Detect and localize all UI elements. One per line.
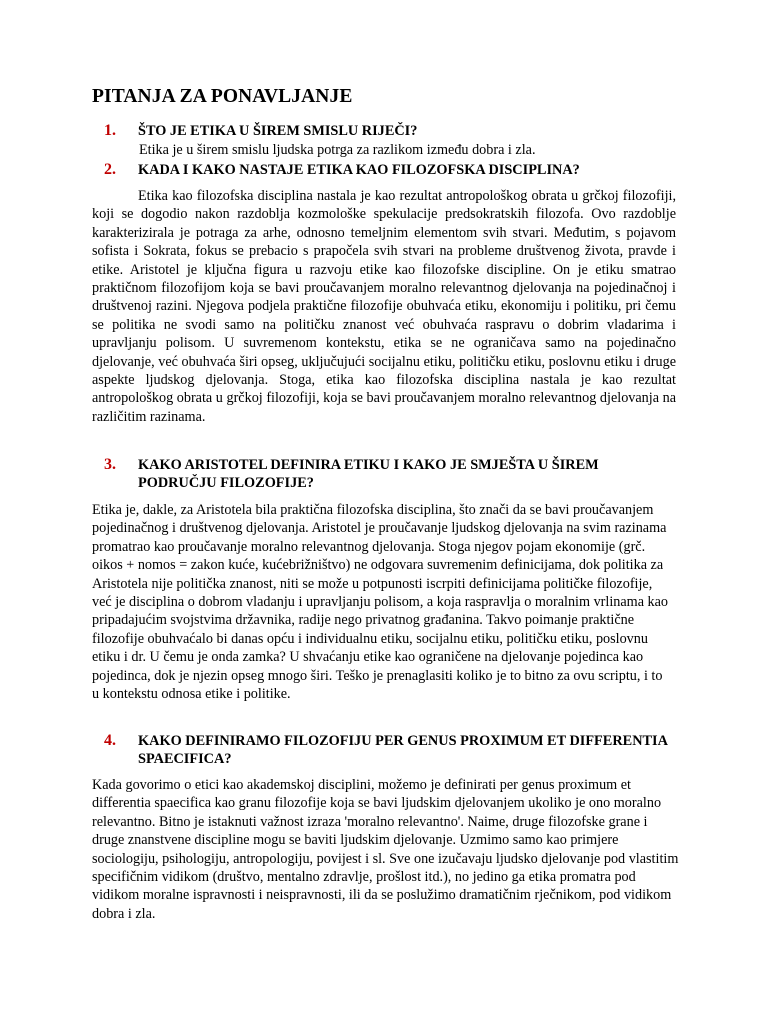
page-title: PITANJA ZA PONAVLJANJE [92,86,353,107]
question-heading: KAKO DEFINIRAMO FILOZOFIJU PER GENUS PROXIMUM ET DIFFERENTIA SPAECIFICA? [138,733,668,767]
answer-4: Kada govorimo o etici kao akademskoj disciplini, možemo je definirati per genus proximum et differentia spaecifica kao granu filozofije koja se bavi ljudskim djelovanjem ukoliko je ono moralno relevantno. Bitno je istaknuti važnost izraza 'moralno relevantno'. Naime, druge filozofske grane i druge znanstvene discipline mogu se baviti ljudskim djelovanje. Uzmimo samo kao primjere sociologiju, psihologiju, antropologiju, povijest i sl. Sve one izučavaju ljudsko djelovanje pod vlastitim specifičnim vidikom (društvo, mentalno zdravlje, prošlost itd.), no jedino ga etika promatra pod vidikom moralne ispravnosti i neispravnosti, ili da se poslužimo dramatičnim rječnikom, pod vidikom dobra i zla. [92,777,679,922]
question-heading: KAKO ARISTOTEL DEFINIRA ETIKU I KAKO JE SMJEŠTA U ŠIREM PODRUČJU FILOZOFIJE? [138,457,599,491]
question-heading: KADA I KAKO NASTAJE ETIKA KAO FILOZOFSKA DISCIPLINA? [138,162,580,178]
question-1 [104,122,674,140]
answer-3: Etika je, dakle, za Aristotela bila praktična filozofska disciplina, što znači da se bavi proučavanjem pojedinačnog i društvenog djelovanja. Aristotel je proučavanje ljudskog djelovanja na svim razinama promatrao kao proučavanje moralno relevantnog djelovanja. Stoga njegov pojam ekonomije (grč. oikos + nomos = zakon kuće, kućebrižništvo) ne odgovara suvremenim definicijama, dok politika za Aristotela nije politička znanost, niti se može u potpunosti iscrpiti definicijama političke filozofije, već je disciplina o dobrom vladanju i upravljanju polisom, a koja raspravlja o moralnim vrlinama kao pripadajućim svojstvima državnika, radije nego privatnog građanina. Takvo poimanje praktične filozofije obuhvaćalo bi danas opću i individualnu etiku, socijalnu etiku, političku etiku, poslovnu etiku i dr. U čemu je onda zamka? U shvaćanju etike kao ograničene na djelovanje pojedinca kao pojedinca, dok je njezin opseg mnogo širi. Teško je prenaglasiti koliko je to bitno za ovu scriptu, i to u kontekstu odnosa etike i politike. [92,502,669,703]
answer-2: Etika kao filozofska disciplina nastala je kao rezultat antropološkog obrata u grčkoj filozofiji, koji se dogodio nakon razdoblja kozmološke spekulacije predsokratskih filozofa. Ovo razdoblje karakterizirala je potraga za arhe, odnosno temeljnim elementom svih stvari. Međutim, s pojavom sofista i Sokrata, fokus se prebacio s prapočela svih stvari na probleme društvenog života, pravde i etike. Aristotel je ključna figura u razvoju etike kao filozofske discipline. On je etiku smatrao praktičnom filozofijom koja se bavi proučavanjem moralno relevantnog djelovanja na pojedinačnoj i društvenoj razini. Njegova podjela praktične filozofije obuhvaća etiku, ekonomiju i politiku, pri čemu se politika ne svodi samo na političku znanost već obuhvaća raspravu o dobrim vladarima i upravljanju polisom. U suvremenom kontekstu, etika se ne ograničava samo na pojedinačno djelovanje, već obuhvaća širi opseg, uključujući socijalnu etiku, političku etiku, poslovnu etiku i druge aspekte ljudskog djelovanja. Stoga, etika kao filozofska disciplina nastala je kao rezultat antropološkog obrata u grčkoj filozofiji, koja se bavi proučavanjem moralno relevantnog djelovanja na različitim razinama. [92,188,676,425]
question-3 [104,456,674,492]
question-number: 1. [104,122,116,139]
question-2 [104,161,674,179]
answer-1: Etika je u širem smislu ljudska potrga za razlikom između dobra i zla. [139,142,536,158]
question-number: 3. [104,456,116,473]
question-number: 2. [104,161,116,178]
question-number: 4. [104,732,116,749]
question-4 [104,732,674,768]
question-heading: ŠTO JE ETIKA U ŠIREM SMISLU RIJEČI? [138,123,418,139]
